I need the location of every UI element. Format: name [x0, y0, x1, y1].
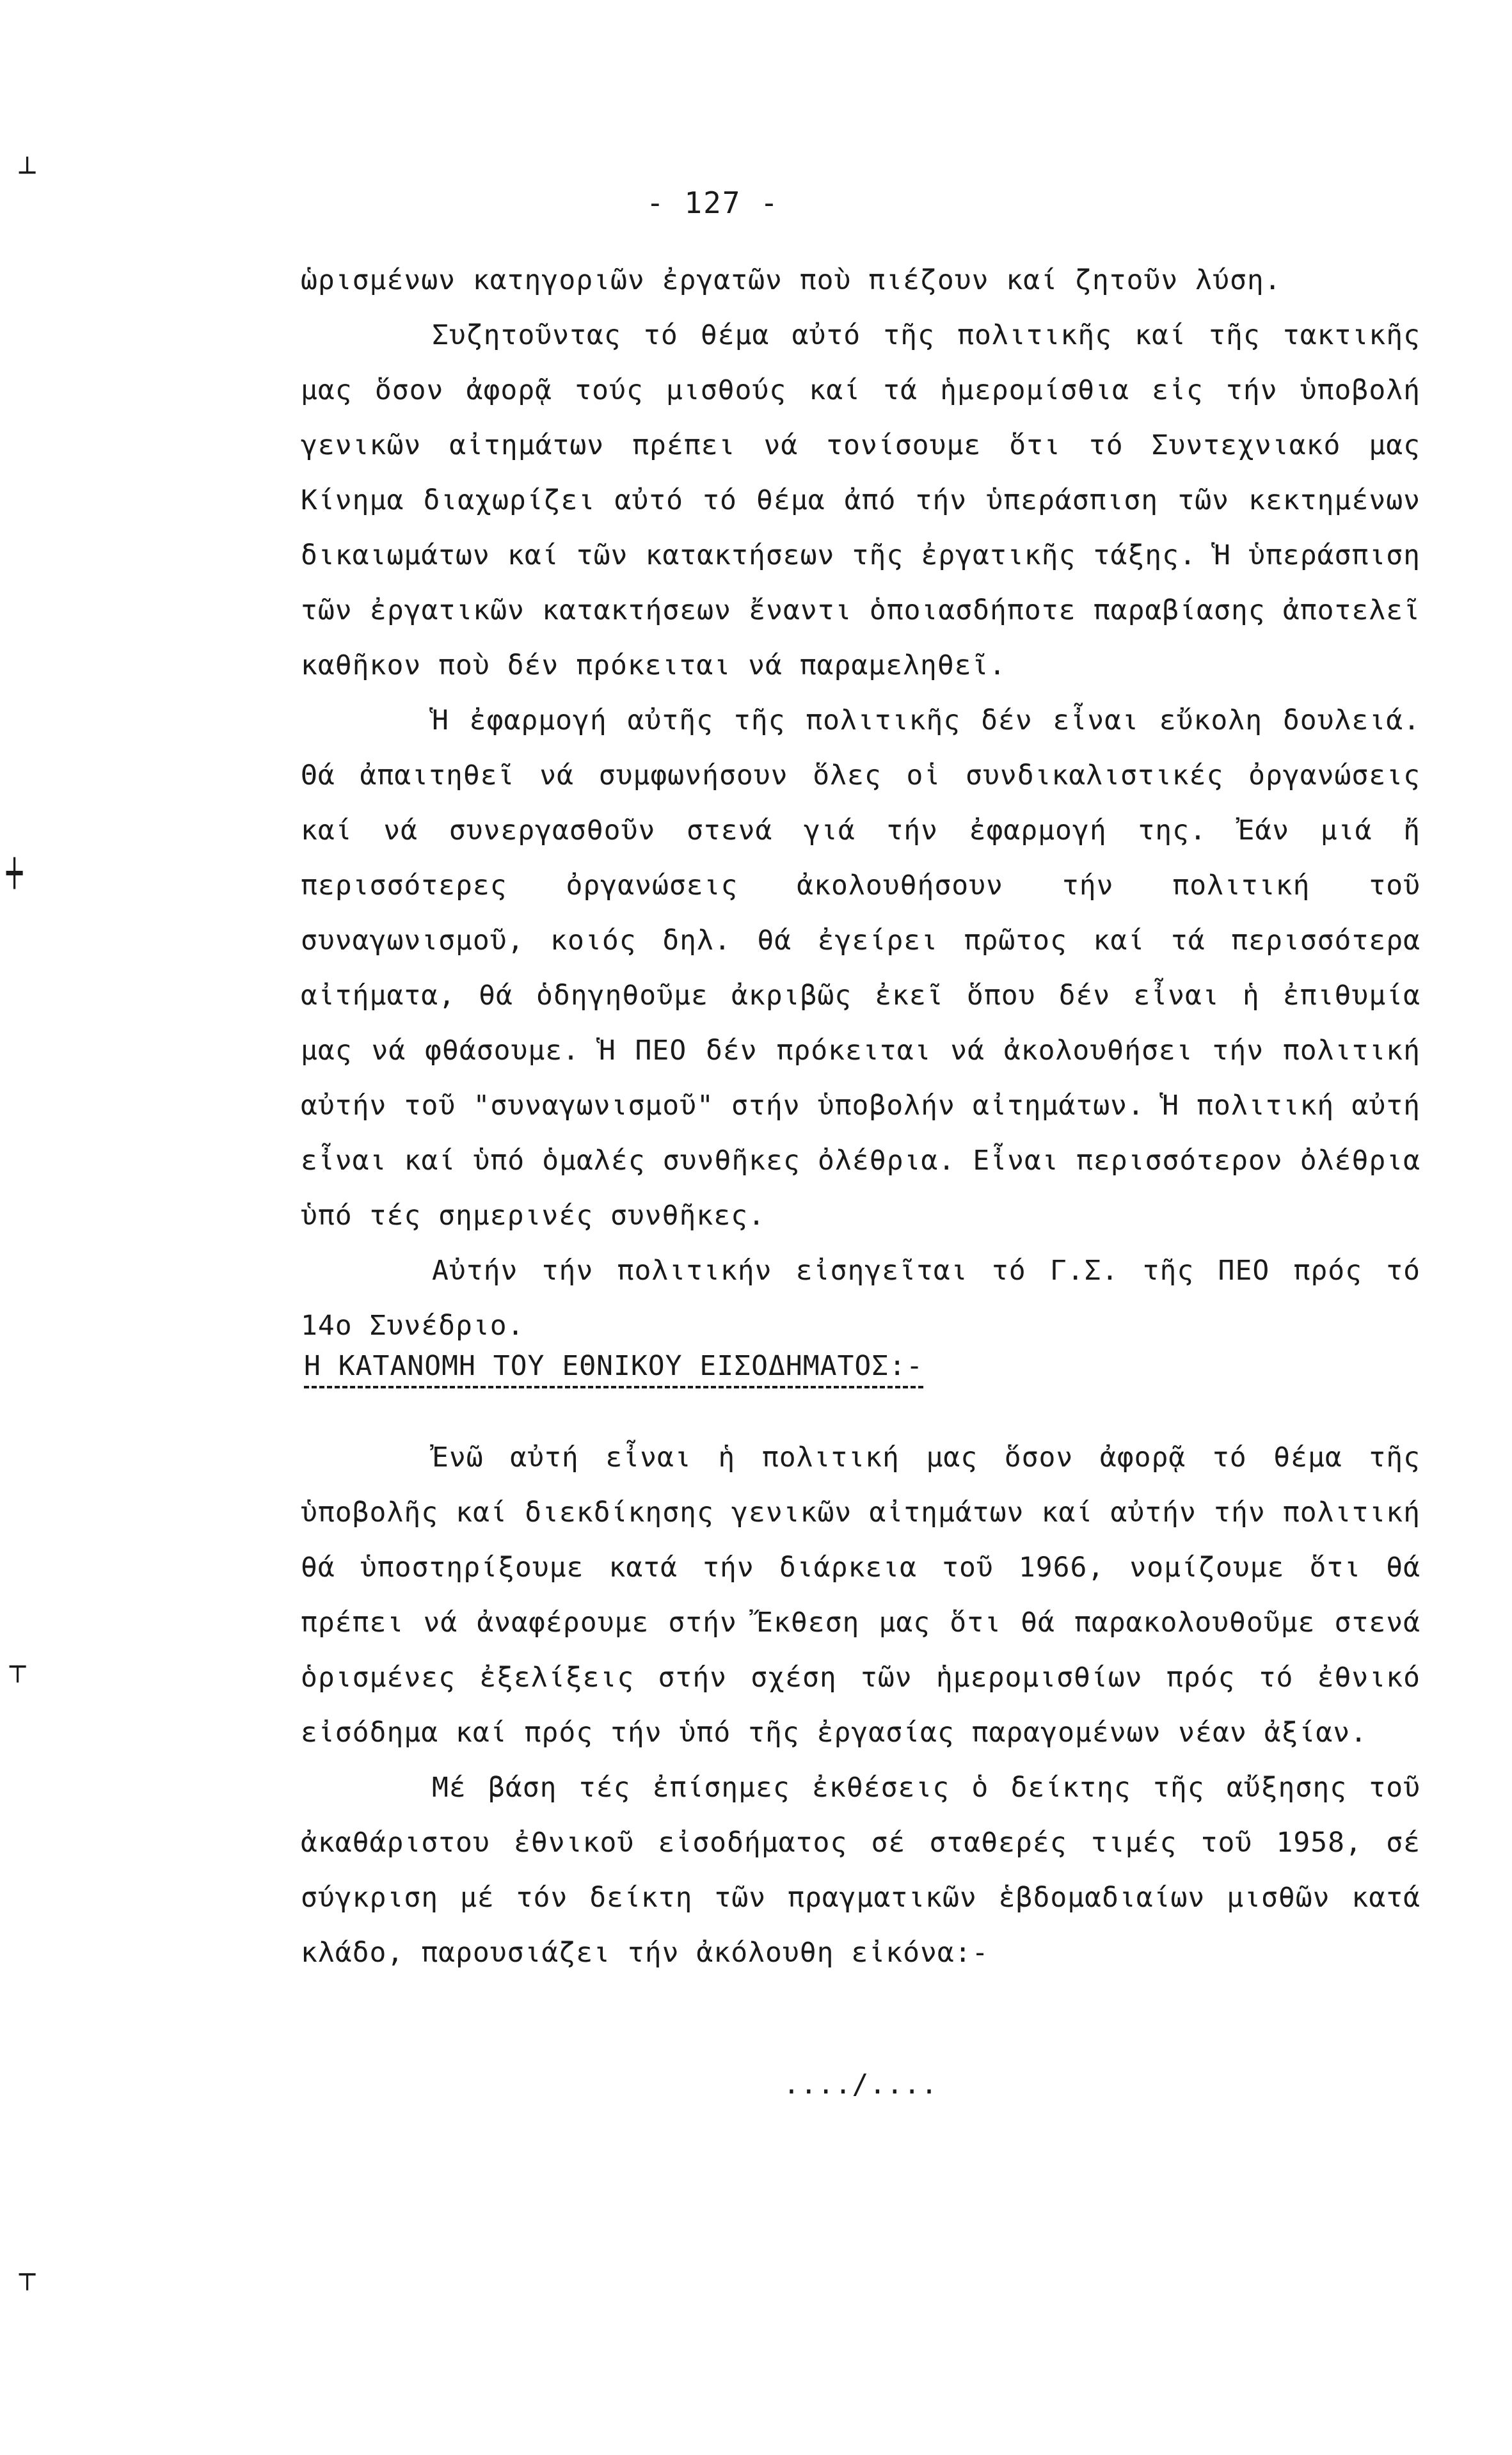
section-heading: Η ΚΑΤΑΝΟΜΗ ΤΟΥ ΕΘΝΙΚΟΥ ΕΙΣΟΔΗΜΑΤΟΣ:- — [304, 1350, 923, 1388]
binding-mark: ┴ — [19, 157, 36, 188]
page-number: - 127 - — [646, 186, 779, 220]
continuation-mark: ..../.... — [783, 2069, 938, 2101]
binding-mark: ┬ — [10, 1651, 26, 1682]
paragraph: Ἡ ἐφαρμογή αὐτῆς τῆς πολιτικῆς δέν εἶναι εὔκολη δουλειά. Θά ἀπαιτηθεῖ νά συμφωνήσουν ὅλες οἱ συνδικαλιστικές ὀργανώσεις καί νά συνεργασθοῦν στενά γιά τήν ἐφαρμογή της. Ἐάν μιά ἤ περισσότερες ὀργανώσεις ἀκολουθήσουν τήν πολιτική τοῦ συναγωνισμοῦ, κοιός δηλ. θά ἐγείρει πρῶτος καί τά περισσότερα αἰτήματα, θά ὁδηγηθοῦμε ἀκριβῶς ἐκεῖ ὅπου δέν εἶναι ἡ ἐπιθυμία μας νά φθάσουμε. Ἡ ΠΕΟ δέν πρόκειται νά ἀκολουθήσει τήν πολιτική αὐτήν τοῦ "συναγωνισμοῦ" στήν ὑποβολήν αἰτημάτων. Ἡ πολιτική αὐτή εἶναι καί ὑπό ὁμαλές συνθῆκες ὀλέθρια. Εἶναι περισσότερον ὀλέθρια ὑπό τές σημερινές συνθῆκες. — [301, 704, 1420, 1232]
body-text-section-1 — [301, 253, 1420, 1353]
paragraph: Συζητοῦντας τό θέμα αὐτό τῆς πολιτικῆς καί τῆς τακτικῆς μας ὅσον ἀφορᾷ τούς μισθούς καί τά ἡμερομίσθια εἰς τήν ὑποβολή γενικῶν αἰτημάτων πρέπει νά τονίσουμε ὅτι τό Συντεχνιακό μας Κίνημα διαχωρίζει αὐτό τό θέμα ἀπό τήν ὑπεράσπιση τῶν κεκτημένων δικαιωμάτων καί τῶν κατακτήσεων τῆς ἐργατικῆς τάξης. Ἡ ὑπεράσπιση τῶν ἐργατικῶν κατακτήσεων ἔναντι ὁποιασδήποτε παραβίασης ἀποτελεῖ καθῆκον ποὺ δέν πρόκειται νά παραμεληθεῖ. — [301, 319, 1420, 681]
binding-mark: ┿ — [6, 857, 23, 889]
paragraph: Μέ βάση τές ἐπίσημες ἐκθέσεις ὁ δείκτης τῆς αὔξησης τοῦ ἀκαθάριστου ἐθνικοῦ εἰσοδήματος σέ σταθερές τιμές τοῦ 1958, σέ σύγκριση μέ τόν δείκτη τῶν πραγματικῶν ἑβδομαδιαίων μισθῶν κατά κλάδο, παρουσιάζει τήν ἀκόλουθη εἰκόνα:- — [301, 1772, 1420, 1969]
paragraph: Αὐτήν τήν πολιτικήν εἰσηγεῖται τό Γ.Σ. τῆς ΠΕΟ πρός τό 14ο Συνέδριο. — [301, 1255, 1420, 1342]
continuation-wrapper — [301, 2057, 1420, 2112]
paragraph: ὡρισμένων κατηγοριῶν ἐργατῶν ποὺ πιέζουν καί ζητοῦν λύση. — [301, 264, 1282, 296]
binding-mark: ┬ — [19, 2259, 36, 2290]
body-text-section-2 — [301, 1430, 1420, 1980]
paragraph: Ἐνῶ αὐτή εἶναι ἡ πολιτική μας ὅσον ἀφορᾷ τό θέμα τῆς ὑποβολῆς καί διεκδίκησης γενικῶν αἰτημάτων καί αὐτήν τήν πολιτική θά ὑποστηρίξουμε κατά τήν διάρκεια τοῦ 1966, νομίζουμε ὅτι θά πρέπει νά ἀναφέρουμε στήν Ἔκθεση μας ὅτι θά παρακολουθοῦμε στενά ὁρισμένες ἐξελίξεις στήν σχέση τῶν ἡμερομισθίων πρός τό ἐθνικό εἰσόδημα καί πρός τήν ὑπό τῆς ἐργασίας παραγομένων νέαν ἀξίαν. — [301, 1442, 1420, 1749]
